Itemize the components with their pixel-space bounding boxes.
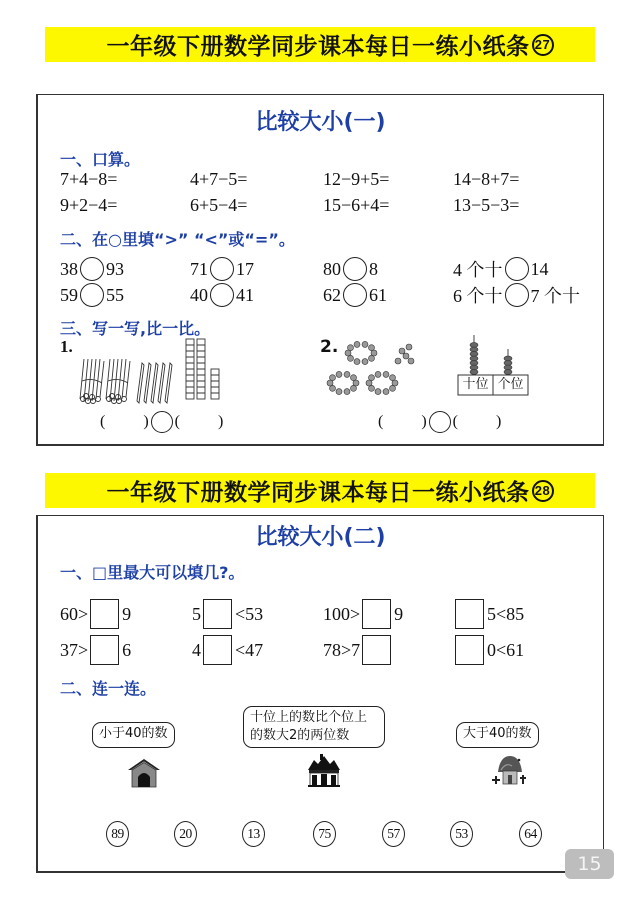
- expr-before: 4: [192, 639, 201, 660]
- house-icon: [306, 754, 342, 788]
- tens-place-label: 十位: [462, 377, 489, 392]
- ten-blocks-icon: [185, 338, 225, 408]
- answer-circle[interactable]: [210, 283, 234, 307]
- number-choice[interactable]: 20: [174, 821, 197, 847]
- expr-after: 9: [122, 603, 132, 624]
- number-choice[interactable]: 64: [519, 821, 542, 847]
- bead: [362, 341, 368, 347]
- expr-before: 78>7: [323, 639, 361, 660]
- compare-row: [38, 282, 603, 308]
- right-value: 61: [369, 284, 387, 305]
- sheet-28-banner: [45, 473, 595, 508]
- bead: [399, 348, 405, 354]
- fill-box-item: [323, 634, 394, 666]
- bead: [383, 371, 389, 377]
- bead: [351, 385, 357, 391]
- abacus-place-labels: [458, 375, 528, 395]
- category-text-line: 的数大2的两位数: [250, 728, 350, 743]
- worksheet-title: 比较大小(二): [255, 525, 386, 550]
- bead: [362, 359, 368, 365]
- bead: [344, 371, 350, 377]
- arith-problem: 6+5−4=: [190, 194, 248, 215]
- section-heading-write-compare: 三、写一写,比一比。: [60, 319, 211, 338]
- worksheet-card-27: [36, 94, 604, 446]
- bead: [390, 385, 396, 391]
- sheet-27-banner: [45, 27, 595, 62]
- compare-item: [453, 256, 549, 282]
- compare-item: [190, 282, 254, 308]
- compare-item: [190, 256, 254, 282]
- bead: [406, 344, 412, 350]
- expr-after: <53: [235, 603, 264, 624]
- section-heading-fill-max: 一、□里最大可以填几?。: [60, 563, 245, 582]
- answer-circle[interactable]: [151, 411, 173, 433]
- paren-open: (: [378, 413, 384, 430]
- mushroom-house-icon: [490, 754, 530, 788]
- bead: [375, 389, 381, 395]
- left-value: 6 个十: [453, 286, 503, 306]
- answer-circle[interactable]: [429, 411, 451, 433]
- worksheet-title: 比较大小(一): [255, 110, 386, 135]
- number-choice[interactable]: 89: [106, 821, 129, 847]
- answer-compare-row-1: [100, 411, 223, 433]
- ones-place-label: 个位: [497, 377, 524, 392]
- category-greater-than-40[interactable]: 大于40的数: [456, 722, 539, 748]
- arith-problem: 7+4−8=: [60, 168, 118, 189]
- expr-before: 5: [192, 603, 201, 624]
- bead: [369, 355, 375, 361]
- fill-box-item: [453, 634, 524, 666]
- section-heading-match: 二、连一连。: [60, 679, 157, 698]
- compare-item: [323, 282, 387, 308]
- number-choice[interactable]: 53: [450, 821, 473, 847]
- bead: [336, 389, 342, 395]
- answer-box[interactable]: [455, 599, 484, 629]
- paren-open: (: [100, 413, 106, 430]
- bead: [390, 375, 396, 381]
- bead: [395, 358, 401, 364]
- number-choice[interactable]: 75: [313, 821, 336, 847]
- arith-row: [38, 166, 603, 192]
- right-value: 8: [369, 258, 378, 279]
- bead: [336, 371, 342, 377]
- page-number-badge: 15: [565, 849, 614, 879]
- fill-box-item: [192, 634, 263, 666]
- banner-title: 一年级下册数学同步课本每日一练小纸条: [106, 34, 530, 60]
- fill-box-item: [60, 634, 131, 666]
- circled-number-badge: 28: [532, 480, 554, 502]
- answer-box[interactable]: [362, 635, 391, 665]
- paren-close: ): [143, 413, 149, 430]
- category-less-than-40[interactable]: 小于40的数: [92, 722, 175, 748]
- left-value: 80: [323, 258, 341, 279]
- bead: [330, 375, 336, 381]
- item-label: 1.: [60, 337, 73, 356]
- right-value: 93: [106, 258, 124, 279]
- answer-box[interactable]: [203, 599, 232, 629]
- answer-circle[interactable]: [80, 257, 104, 281]
- banner-title: 一年级下册数学同步课本每日一练小纸条: [106, 480, 530, 506]
- section-heading-mental-math: 一、口算。: [60, 150, 141, 169]
- right-value: 17: [236, 258, 254, 279]
- number-choice[interactable]: 13: [242, 821, 265, 847]
- bead: [403, 353, 409, 359]
- fill-box-item: [192, 598, 263, 630]
- arith-problem: 13−5−3=: [453, 194, 520, 215]
- bead: [369, 345, 375, 351]
- number-choice[interactable]: 57: [382, 821, 405, 847]
- fill-box-row: [38, 634, 603, 666]
- bead-rings-icon: [328, 339, 438, 399]
- answer-circle[interactable]: [80, 283, 104, 307]
- right-value: 41: [236, 284, 254, 305]
- bead: [375, 371, 381, 377]
- arith-problem: 15−6+4=: [323, 194, 390, 215]
- bead: [383, 389, 389, 395]
- left-value: 62: [323, 284, 341, 305]
- arith-problem: 4+7−5=: [190, 168, 248, 189]
- compare-item: [453, 282, 580, 308]
- answer-box[interactable]: [90, 599, 119, 629]
- right-value: 14: [530, 258, 549, 279]
- bead: [351, 375, 357, 381]
- arith-problem: 9+2−4=: [60, 194, 118, 215]
- paren-open: (: [174, 413, 180, 430]
- fill-box-item: [323, 598, 403, 630]
- paren-open: (: [452, 413, 458, 430]
- answer-compare-row-2: [378, 411, 501, 433]
- item-label: 2.: [320, 337, 339, 357]
- category-text-line: 十位上的数比个位上: [250, 710, 368, 725]
- bead: [354, 359, 360, 365]
- compare-item: [60, 282, 124, 308]
- expr-after: 6: [122, 639, 132, 660]
- answer-circle[interactable]: [343, 283, 367, 307]
- expr-after: 0<61: [487, 639, 525, 660]
- doghouse-icon: [126, 758, 162, 788]
- expr-before: 60>: [60, 603, 89, 624]
- arith-problem: 14−8+7=: [453, 168, 520, 189]
- paren-close: ): [495, 413, 502, 430]
- answer-circle[interactable]: [505, 257, 529, 281]
- answer-circle[interactable]: [343, 257, 367, 281]
- bead: [369, 375, 375, 381]
- bead: [348, 345, 354, 351]
- expr-before: 37>: [60, 639, 89, 660]
- answer-circle[interactable]: [210, 257, 234, 281]
- arith-row: [38, 192, 603, 218]
- compare-row: [38, 256, 603, 282]
- answer-circle[interactable]: [505, 283, 529, 307]
- fill-box-item: [60, 598, 131, 630]
- category-tens-greater-by-2[interactable]: [243, 706, 385, 748]
- left-value: 4 个十: [453, 260, 503, 280]
- expr-after: <47: [235, 639, 264, 660]
- compare-item: [323, 256, 378, 282]
- worksheet-card-28: [36, 515, 604, 873]
- expr-before: 100>: [323, 603, 361, 624]
- circled-number-badge: 27: [532, 34, 554, 56]
- arith-problem: 12−9+5=: [323, 168, 390, 189]
- expr-after: 9: [394, 603, 404, 624]
- fill-box-row: [38, 598, 603, 630]
- left-value: 38: [60, 258, 78, 279]
- bead: [344, 389, 350, 395]
- compare-item: [60, 256, 124, 282]
- left-value: 71: [190, 258, 208, 279]
- left-value: 59: [60, 284, 78, 305]
- answer-box[interactable]: [203, 635, 232, 665]
- expr-after: 5<85: [487, 603, 525, 624]
- bundled-sticks-icon: [78, 357, 198, 407]
- answer-box[interactable]: [90, 635, 119, 665]
- right-value: 55: [106, 284, 124, 305]
- answer-box[interactable]: [362, 599, 391, 629]
- section-heading-compare: 二、在○里填“>” “<”或“=”。: [60, 230, 295, 249]
- bead: [354, 341, 360, 347]
- paren-close: ): [421, 413, 427, 430]
- right-value: 7 个十: [530, 286, 580, 306]
- answer-box[interactable]: [455, 635, 484, 665]
- paren-close: ): [217, 413, 224, 430]
- bead: [408, 358, 414, 364]
- left-value: 40: [190, 284, 208, 305]
- fill-box-item: [453, 598, 524, 630]
